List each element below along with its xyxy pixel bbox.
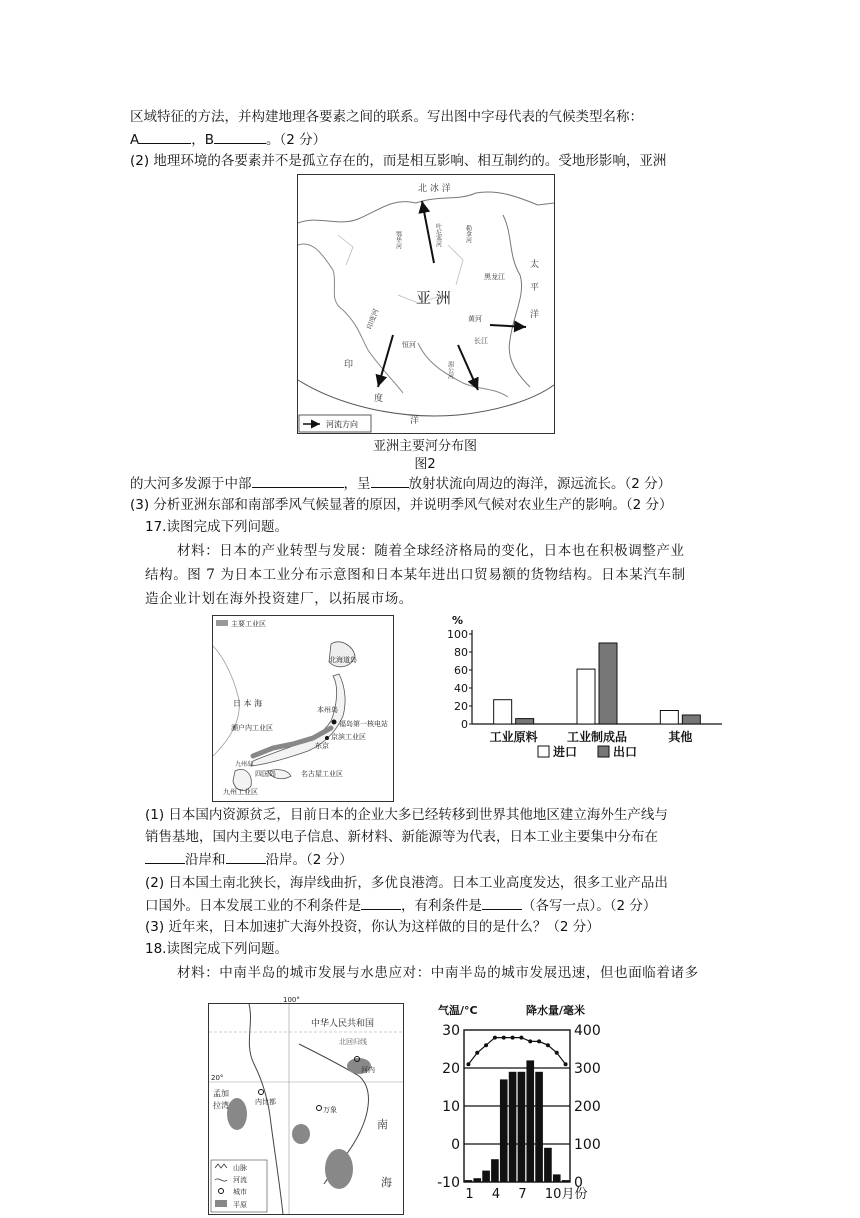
precip-bar-month-7 [518, 1072, 526, 1182]
q16-part3: (3) 分析亚洲东部和南部季风气候显著的原因，并说明季风气候对农业生产的影响。（2 分） [130, 497, 673, 513]
q17-title: 17.读图完成下列问题。 [145, 519, 288, 535]
legend-label-出口: 出口 [613, 745, 638, 759]
q16-part2-line2: 的大河多发源于中部 ，呈 放射状流向周边的海洋，源远流长。（2 分） [130, 476, 672, 492]
y-tick-label: 80 [454, 646, 468, 659]
temp-tick-label: 20 [442, 1061, 460, 1077]
bar-出口-工业制成品 [599, 643, 617, 724]
label-setouchi: 瀬户内工业区 [231, 724, 273, 732]
bar-进口-其他 [660, 711, 678, 725]
temperature-line [468, 1038, 565, 1065]
q17-part1-line2: 销售基地，国内主要以电子信息、新材料、新能源等为代表，日本工业主要集中分布在 [145, 829, 658, 845]
month-tick-label: 10月份 [544, 1187, 588, 1202]
precip-bar-month-12 [562, 1180, 570, 1182]
indochina-map-svg [209, 996, 403, 1214]
answer-blank-a[interactable] [139, 130, 191, 144]
answer-blank-b[interactable] [214, 130, 266, 144]
temp-tick-label: 10 [442, 1099, 460, 1115]
temp-point-month-6 [511, 1036, 515, 1040]
label-indus: 印度河 [365, 307, 381, 331]
legend-label-进口: 进口 [553, 745, 578, 759]
label-bengal-2: 拉湾 [213, 1101, 229, 1110]
answer-blank-terrain[interactable] [252, 474, 344, 488]
label-indian-3: 洋 [410, 416, 420, 426]
label-asia: 亚 洲 [416, 289, 451, 307]
asia-map-caption: 亚洲主要河分布图 [372, 439, 477, 454]
temp-tick-label: 30 [442, 1023, 460, 1039]
bar-进口-工业制成品 [577, 669, 595, 724]
legend-plain: 平原 [233, 1201, 247, 1209]
mekong-arrow [458, 345, 478, 390]
label-lat20: 20° [211, 1074, 224, 1082]
yenisei-arrow [422, 201, 434, 263]
label-china: 中华人民共和国 [311, 1019, 375, 1029]
legend-swatch-出口 [598, 746, 609, 757]
plain-area-1 [227, 1098, 247, 1130]
climate-chart [430, 1000, 610, 1214]
temp-point-month-12 [564, 1062, 568, 1066]
q18-material-line1: 材料：中南半岛的城市发展与水患应对：中南半岛的城市发展迅速，但也面临着诸多 [177, 965, 699, 981]
month-tick-label: 1 [465, 1187, 474, 1202]
label-vientiane: 万象 [323, 1106, 337, 1114]
label-shikoku: 四国岛 [255, 770, 276, 778]
label-capital: 内比都 [255, 1098, 276, 1106]
legend-industry-swatch [216, 620, 228, 626]
precip-bar-month-2 [473, 1178, 481, 1182]
q17-material-line2: 结构。图 7 为日本工业分布示意图和日本某年进出口贸易额的货物结构。日本某汽车制 [145, 567, 686, 583]
precip-bar-month-9 [535, 1072, 543, 1182]
temp-tick-label: 0 [451, 1137, 460, 1153]
precip-bar-month-3 [482, 1171, 490, 1182]
label-pacific-3: 洋 [530, 310, 540, 320]
temp-point-month-9 [537, 1039, 541, 1043]
legend-industry-label: 主要工业区 [231, 620, 266, 628]
precip-bar-month-6 [509, 1072, 517, 1182]
y-tick-label: 100 [447, 628, 468, 641]
label-sea: 日 本 海 [233, 699, 263, 708]
legend-river: 河流 [233, 1176, 247, 1184]
precip-tick-label: 300 [574, 1061, 601, 1077]
y-tick-label: 20 [454, 700, 468, 713]
q17-part2-line2: 口国外。日本发展工业的不利条件是 ，有利条件是 （各写一点）。（2 分） [145, 898, 657, 914]
label-kyushu-island: 九州岛 [235, 761, 254, 768]
nuclear-plant-marker [332, 720, 337, 725]
plain-area-2 [292, 1124, 310, 1144]
temp-point-month-5 [502, 1036, 506, 1040]
precip-bar-month-4 [491, 1159, 499, 1182]
legend-swatch-进口 [538, 746, 549, 757]
label-south: 南 [377, 1118, 388, 1131]
bar-出口-其他 [682, 715, 700, 724]
plain-icon [215, 1200, 227, 1207]
precip-axis-label: 降水量/毫米 [526, 1004, 586, 1017]
temp-point-month-1 [466, 1062, 470, 1066]
label-yenisei: 叶尼塞河 [434, 223, 442, 247]
answer-blank-disadvantage[interactable] [361, 896, 401, 910]
japan-map-svg [213, 616, 393, 801]
answer-blank-pattern[interactable] [371, 474, 409, 488]
legend-mountain: 山脉 [233, 1164, 247, 1172]
label-keihin: 京滨工业区 [331, 733, 366, 741]
temp-point-month-3 [484, 1043, 488, 1047]
ganges-arrow [378, 335, 393, 387]
label-pacific-1: 太 [530, 260, 540, 270]
answer-blank-advantage[interactable] [482, 896, 522, 910]
label-kyushu: 九州工业区 [223, 788, 258, 796]
label-yellow: 黄河 [468, 315, 482, 323]
legend-city: 城市 [233, 1188, 247, 1196]
precip-tick-label: 200 [574, 1099, 601, 1115]
q17-material-line1: 材料：日本的产业转型与发展：随着全球经济格局的变化，日本也在积极调整产业 [177, 543, 685, 559]
precip-bar-month-1 [465, 1180, 473, 1182]
bar-进口-工业原料 [494, 700, 512, 724]
precip-bar-month-10 [544, 1148, 552, 1182]
label-amur: 黑龙江 [484, 273, 505, 281]
label-sea-cn: 海 [381, 1176, 392, 1189]
q17-part2-line1: (2) 日本国土南北狭长，海岸线曲折，多优良港湾。日本工业高度发达，很多工业产品出 [145, 875, 668, 891]
trade-structure-chart [440, 612, 730, 764]
temp-point-month-7 [519, 1036, 523, 1040]
city-marker-1 [259, 1090, 264, 1095]
category-label: 工业原料 [489, 730, 538, 744]
label-honshu: 本州岛 [317, 706, 338, 714]
month-tick-label: 7 [518, 1187, 527, 1202]
month-tick-label: 4 [491, 1187, 501, 1202]
temp-point-month-10 [546, 1043, 550, 1047]
temp-tick-label: -10 [437, 1175, 460, 1191]
tokyo-marker [325, 736, 329, 740]
q17-part3: (3) 近年来，日本加速扩大海外投资，你认为这样做的目的是什么？（2 分） [145, 919, 600, 935]
temp-point-month-2 [475, 1051, 479, 1055]
temp-axis-label: 气温/°C [438, 1004, 478, 1017]
chart-ylabel: % [452, 614, 464, 627]
temp-point-month-11 [555, 1051, 559, 1055]
asia-river-map [297, 174, 555, 434]
q17-part1-line3: 沿岸和 沿岸。（2 分） [145, 850, 353, 869]
yangtze-arrow [490, 325, 526, 327]
label-lena: 勒拿河 [464, 225, 472, 243]
temp-point-month-8 [528, 1039, 532, 1043]
y-tick-label: 40 [454, 682, 468, 695]
label-indian-1: 印 [344, 360, 354, 370]
figure-2-label: 图2 [414, 457, 436, 472]
q17-part1-line1: (1) 日本国内资源贫乏，目前日本的企业大多已经转移到世界其他地区建立海外生产线与 [145, 807, 668, 823]
plain-area-3 [325, 1149, 353, 1189]
q16-line2: A ，B 。（2 分） [130, 132, 327, 148]
q17-material-line3: 造企业计划在海外投资建厂，以拓展市场。 [145, 591, 413, 607]
precip-bar-month-5 [500, 1079, 508, 1182]
q16-line1: 区域特征的方法，并构建地理各要素之间的联系。写出图中字母代表的气候类型名称： [130, 109, 643, 125]
label-hokkaido: 北海道岛 [329, 656, 357, 664]
answer-blank-coast1[interactable] [145, 850, 185, 864]
label-yangtze: 长江 [474, 337, 488, 345]
label-ob: 鄂毕河 [394, 231, 402, 249]
label-mekong: 湄公河 [446, 361, 454, 379]
label-arctic: 北 冰 洋 [418, 184, 451, 194]
category-label: 工业制成品 [566, 730, 628, 744]
label-tokyo: 东京 [315, 742, 329, 750]
label-nagoya: 名古屋工业区 [301, 770, 343, 778]
temp-point-month-4 [493, 1036, 497, 1040]
answer-blank-coast2[interactable] [226, 850, 266, 864]
label-pacific-2: 平 [530, 283, 540, 293]
q18-title: 18.读图完成下列问题。 [145, 941, 288, 957]
category-label: 其他 [668, 730, 693, 744]
y-tick-label: 60 [454, 664, 468, 677]
label-ganges: 恒河 [402, 341, 416, 349]
precip-tick-label: 0 [574, 1175, 583, 1191]
precip-bar-month-11 [553, 1174, 561, 1182]
indochina-map [208, 996, 404, 1215]
label-lon: 100° [283, 996, 300, 1004]
precip-bar-month-8 [526, 1060, 534, 1182]
legend-label: 河流方向 [326, 420, 358, 429]
asia-map-svg [298, 175, 554, 433]
precip-tick-label: 400 [574, 1023, 601, 1039]
label-hanoi: 河内 [361, 1066, 375, 1074]
city-marker-3 [317, 1106, 322, 1111]
label-indian-2: 度 [374, 394, 384, 404]
label-bengal: 孟加 [213, 1089, 229, 1098]
japan-industry-map [212, 615, 394, 802]
precip-tick-label: 100 [574, 1137, 601, 1153]
q16-part2-line1: (2) 地理环境的各要素并不是孤立存在的，而是相互影响、相互制约的。受地形影响，亚洲 [130, 153, 667, 169]
label-tropic: 北回归线 [339, 1038, 367, 1046]
label-fukushima: 福岛第一核电站 [339, 720, 388, 728]
bar-出口-工业原料 [516, 719, 534, 724]
y-tick-label: 0 [461, 718, 468, 731]
